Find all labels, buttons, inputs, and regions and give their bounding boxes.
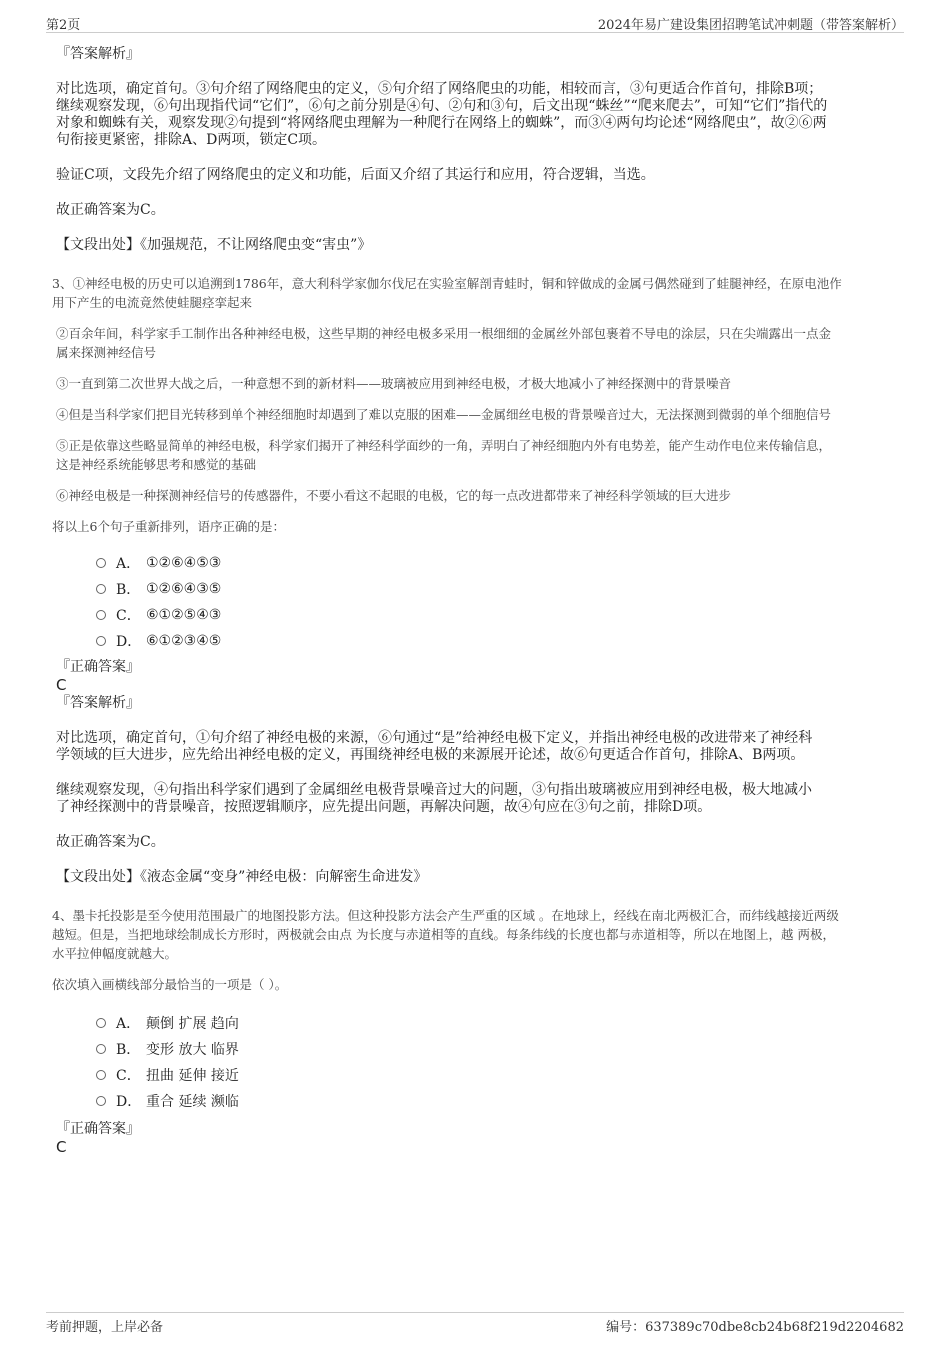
option-letter: C． (116, 1068, 141, 1084)
conclusion: 故正确答案为C。 (56, 834, 165, 850)
analysis-line: 对比选项，确定首句，①句介绍了神经电极的来源，⑥句通过“是”给神经电极下定义，并指出神经电极的改进带来了神经科 (56, 730, 813, 746)
sentence-4: ④但是当科学家们把目光转移到单个神经细胞时却遇到了难以克服的困难——金属细丝电极的背景噪音过大，无法探测到微弱的单个细胞信号 (56, 407, 832, 422)
correct-answer-label: 『正确答案』 (56, 1121, 140, 1137)
document-title: 2024年易广建设集团招聘笔试冲刺题（带答案解析） (597, 18, 904, 33)
option-a[interactable] (96, 550, 888, 576)
question-4-prompt: 依次填入画横线部分最恰当的一项是（ ）。 (52, 977, 288, 992)
analysis-line: 了神经探测中的背景噪音，按照逻辑顺序，应先提出问题，再解决问题，故④句应在③句之前，排除D项。 (56, 799, 712, 815)
sentence-2 (56, 324, 888, 362)
source-citation: 【文段出处】《液态金属“变身”神经电极：向解密生命进发》 (56, 869, 428, 885)
option-letter: D． (116, 1094, 142, 1110)
stem-line: 用下产生的电流竟然使蛙腿痉挛起来 (52, 295, 253, 310)
question-3-prompt: 将以上6个句子重新排列，语序正确的是： (52, 519, 285, 534)
stem-line: 4、墨卡托投影是至今使用范围最广的地图投影方法。但这种投影方法会产生严重的区域 。在地球上，经线在南北两极汇合，而纬线越接近两级 (52, 908, 839, 923)
source-citation: 【文段出处】《加强规范，不让网络爬虫变“害虫”》 (56, 237, 372, 253)
analysis-paragraph-line: 对象和蜘蛛有关，观察发现②句提到“将网络爬虫理解为一种爬行在网络上的蜘蛛”，而③④两句均论述“网络爬虫”，故②⑥两 (56, 115, 827, 131)
question-4-stem (52, 906, 888, 963)
option-letter: A． (116, 556, 141, 572)
option-text: ⑥①②③④⑤ (146, 633, 222, 649)
radio-icon[interactable] (96, 584, 106, 594)
page-header (46, 12, 904, 33)
stem-line: 3、①神经电极的历史可以追溯到1786年，意大利科学家伽尔伐尼在实验室解剖青蛙时，铜和锌做成的金属弓偶然碰到了蛙腿神经，在原电池作 (52, 276, 842, 291)
option-text: 扭曲 延伸 接近 (146, 1068, 239, 1084)
question-3-stem (52, 274, 888, 312)
option-text: 重合 延续 濒临 (146, 1094, 239, 1110)
option-d[interactable] (96, 1088, 888, 1114)
option-text: 变形 放大 临界 (146, 1042, 239, 1058)
verify-paragraph: 验证C项，文段先介绍了网络爬虫的定义和功能，后面又介绍了其运行和应用，符合逻辑，当选。 (56, 167, 655, 183)
sentence-line: ⑤正是依靠这些略显简单的神经电极，科学家们揭开了神经科学面纱的一角，弄明白了神经细胞内外有电势差，能产生动作电位来传输信息， (56, 438, 832, 453)
page-content (52, 46, 888, 1156)
analysis-line: 学领域的巨大进步，应先给出神经电极的定义，再围绕神经电极的来源展开论述，故⑥句更适合作首句，排除A、B两项。 (56, 747, 805, 763)
radio-icon[interactable] (96, 1096, 106, 1106)
conclusion: 故正确答案为C。 (56, 202, 165, 218)
page-number: 第2页 (46, 18, 81, 33)
stem-line: 越短。但是，当把地球绘制成长方形时，两极就会由点 为长度与赤道相等的直线。每条纬线的长度也都与赤道相等，所以在地图上，越 两极， (52, 927, 835, 942)
option-b[interactable] (96, 1036, 888, 1062)
option-c[interactable] (96, 1062, 888, 1088)
analysis-paragraph (56, 730, 888, 764)
analysis-paragraph-line: 对比选项，确定首句。③句介绍了网络爬虫的定义，⑤句介绍了网络爬虫的功能，相较而言，③句更适合作首句，排除B项； (56, 81, 823, 97)
sentence-line: ②百余年间，科学家手工制作出各种神经电极，这些早期的神经电极多采用一根细细的金属丝外部包裹着不导电的涂层，只在尖端露出一点金 (56, 326, 832, 341)
analysis-paragraph (56, 782, 888, 816)
option-letter: C． (116, 608, 141, 624)
sentence-6: ⑥神经电极是一种探测神经信号的传感器件，不要小看这不起眼的电极，它的每一点改进都带来了神经科学领域的巨大进步 (56, 488, 732, 503)
option-d[interactable] (96, 628, 888, 654)
option-a[interactable] (96, 1010, 888, 1036)
option-letter: D． (116, 634, 142, 650)
option-b[interactable] (96, 576, 888, 602)
analysis-paragraph-line: 句衔接更紧密，排除A、D两项，锁定C项。 (56, 132, 327, 148)
analysis-label: 『答案解析』 (56, 695, 140, 711)
sentence-5 (56, 436, 888, 474)
option-text: ①②⑥④⑤③ (146, 555, 222, 571)
correct-answer-label: 『正确答案』 (56, 659, 140, 675)
option-text: ①②⑥④③⑤ (146, 581, 222, 597)
radio-icon[interactable] (96, 610, 106, 620)
correct-answer: C (56, 1138, 67, 1156)
analysis-label: 『答案解析』 (56, 46, 140, 62)
radio-icon[interactable] (96, 1070, 106, 1080)
document-id: 编号：637389c70dbe8cb24b68f219d2204682 (606, 1320, 904, 1335)
question-4-options (96, 1010, 888, 1114)
sentence-3: ③一直到第二次世界大战之后，一种意想不到的新材料——玻璃被应用到神经电极，才极大地减小了神经探测中的背景噪音 (56, 376, 732, 391)
page-footer (46, 1312, 904, 1337)
option-text: ⑥①②⑤④③ (146, 607, 222, 623)
option-c[interactable] (96, 602, 888, 628)
correct-answer: C (56, 676, 67, 694)
option-text: 颠倒 扩展 趋向 (146, 1016, 239, 1032)
analysis-paragraph-line: 继续观察发现，⑥句出现指代词“它们”，⑥句之前分别是④句、②句和③句，后文出现“蛛丝”“爬来爬去”，可知“它们”指代的 (56, 98, 828, 114)
option-letter: B． (116, 582, 141, 598)
option-letter: A． (116, 1016, 141, 1032)
footer-slogan: 考前押题，上岸必备 (46, 1320, 164, 1335)
radio-icon[interactable] (96, 636, 106, 646)
radio-icon[interactable] (96, 1044, 106, 1054)
radio-icon[interactable] (96, 1018, 106, 1028)
radio-icon[interactable] (96, 558, 106, 568)
stem-line: 水平拉伸幅度就越大。 (52, 946, 178, 961)
question-3-options (96, 550, 888, 654)
sentence-line: 这是神经系统能够思考和感觉的基础 (56, 457, 257, 472)
sentence-line: 属来探测神经信号 (56, 345, 157, 360)
option-letter: B． (116, 1042, 141, 1058)
analysis-line: 继续观察发现，④句指出科学家们遇到了金属细丝电极背景噪音过大的问题，③句指出玻璃被应用到神经电极，极大地减小 (56, 782, 812, 798)
